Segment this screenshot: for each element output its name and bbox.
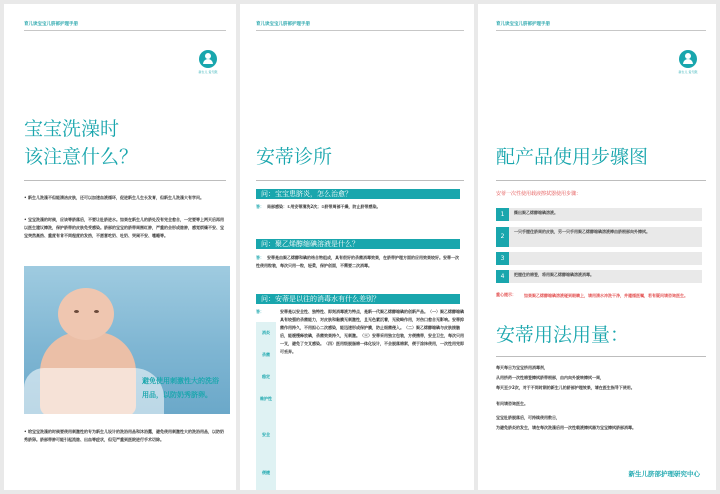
usage-line: 有问请咨询医生。 bbox=[496, 401, 528, 406]
step-number: 4 bbox=[496, 270, 509, 283]
question-1: 问：宝宝患脐炎，怎么治愈？ bbox=[256, 189, 460, 199]
panel-clinic bbox=[240, 4, 474, 490]
mother-baby-icon bbox=[199, 50, 217, 68]
header-rule bbox=[496, 30, 706, 31]
brochure-header: 育儿读宝宝儿脐部护理手册 bbox=[256, 22, 310, 27]
baby-bath-photo bbox=[24, 266, 230, 414]
step-number: 3 bbox=[496, 252, 509, 265]
baby-eye-right bbox=[94, 310, 99, 313]
answer-1 bbox=[256, 203, 462, 211]
feature-labels bbox=[256, 322, 276, 490]
research-center-name: 新生儿脐部护理研究中心 bbox=[628, 470, 700, 478]
usage-line: 宝宝肚脐脱落后，可持续使用数日， bbox=[496, 415, 560, 420]
note-text: 如果聚乙烯醇缩碘溶液碰到眼睛上，请用清水冲洗干净，并遵循医嘱，若有疑问请咨询医生。 bbox=[524, 293, 688, 298]
brochure-header: 育儿读宝宝儿脐部护理手册 bbox=[496, 22, 550, 27]
photo-caption: 避免使用刺激性大的洗浴用品，以防奶秀脐卵。 bbox=[142, 377, 219, 399]
answer-label: 答： bbox=[256, 255, 264, 260]
header-rule bbox=[256, 30, 464, 31]
usage-line: 每天每日为宝宝挤用消毒剂， bbox=[496, 365, 548, 370]
title-rule bbox=[256, 180, 464, 181]
answer-label: 答： bbox=[256, 309, 264, 314]
step-number: 1 bbox=[496, 208, 509, 221]
step-1 bbox=[496, 208, 702, 221]
question-3: 问：安蒂是以往的消毒水有什么差别？ bbox=[256, 294, 460, 304]
logo-text: 新生儿 爱无限 bbox=[678, 70, 698, 74]
answer-2 bbox=[256, 254, 462, 270]
bath-intro-text: • 新生儿洗澡不但能清洁皮肤，还可以加速血液循环，促进新生儿生长发育，但新生儿洗澡大有学问。 bbox=[24, 194, 224, 202]
title-rule bbox=[24, 180, 226, 181]
bath-bottom-text: • 给宝宝洗澡的时候要使用刺激性的专为新生儿设计的洗浴用品和沐浴露，避免使用刺激性大的洗浴用品，以防奶秀脐卵。脐部带肿可能引起流脓、出血等症状，但见严重到医院进行手术切除。 bbox=[24, 428, 224, 444]
panel-bath-tips bbox=[4, 4, 236, 490]
question-2: 问：聚乙烯醇缩碘溶液是什么？ bbox=[256, 239, 460, 249]
feature-label: 便捷 bbox=[262, 470, 270, 475]
step-3 bbox=[496, 252, 702, 265]
baby-eye-left bbox=[74, 310, 79, 313]
answer-2-text: 安蒂是由聚乙烯醇和碘的络合物组成，具有很好的杀菌消毒效果，在脐带护理方面的应用效果较好。安蒂一次性使用粒装，每次只用一粒，轻柔，保护创面，不需要二次消毒。 bbox=[256, 255, 459, 268]
feature-label: 消炎 bbox=[262, 330, 270, 335]
usage-line: 每天至少2次，对于不同时期的新生儿的脐部护理效果，请在医生指导下使用。 bbox=[496, 385, 635, 390]
clinic-title: 安蒂诊所 bbox=[256, 146, 333, 168]
logo-text: 新生儿 爱无限 bbox=[198, 70, 218, 74]
baby-head bbox=[58, 288, 114, 340]
mother-baby-icon bbox=[679, 50, 697, 68]
title-rule bbox=[496, 356, 706, 357]
brand-logo bbox=[676, 50, 700, 74]
answer-label: 答： bbox=[256, 204, 264, 209]
note-label: 重心提示： bbox=[496, 292, 516, 297]
panel-usage-steps bbox=[478, 4, 716, 490]
steps-title: 配产品使用步骤图 bbox=[496, 146, 649, 168]
feature-label: 维护性 bbox=[260, 396, 272, 401]
step-text: 撕出聚乙烯醇缩碘溶液。 bbox=[514, 210, 558, 215]
answer-3-text: 安蒂是以安全性、独特性、即刻消毒液为特点，是新一代聚乙烯醇缩碘的创新产品。（一）聚乙烯醇缩碘具有较强的杀菌能力，对皮肤和黏膜无刺激性，且无色素沉着，无致畸作用，对伤口愈合无影响。安蒂抑菌作用持久，不用担心二次感染，能迅速形成保护膜，防止细菌侵入。（二）聚乙烯醇缩碘与皮肤接触后，能缓慢释放碘，杀菌效果持久，无刺激。（三）安蒂采用独立包装，方便携带，安全卫生，每次只用一支，避免了交叉感染。（四）医用级脱脂棉一体化设计，不会脱落棉絮，便于涂抹使用，一次性用完即可丢弃。 bbox=[280, 309, 464, 354]
brand-logo bbox=[196, 50, 220, 74]
step-4 bbox=[496, 270, 702, 283]
bath-title-line1: 宝宝洗澡时 bbox=[24, 118, 120, 140]
title-rule bbox=[496, 180, 706, 181]
feature-label: 安全 bbox=[262, 432, 270, 437]
answer-1-text: 局部感染：①用安蒂清洗2次；②脐带周部干燥，防止脐带感染。 bbox=[267, 204, 381, 209]
usage-line: 从用挤药一次性棉签擦拭脐带根部，由内向外旋转擦拭一周， bbox=[496, 375, 604, 380]
steps-subtitle: 安蒂一次性使用载液擦拭器使用步骤： bbox=[496, 191, 582, 197]
step-text: 一只手握住脐周的皮肤，另一只手用聚乙烯醇缩碘溶液棒由脐根部向外擦拭。 bbox=[514, 229, 650, 234]
feature-label: 杀菌 bbox=[262, 352, 270, 357]
bath-body-text: • 宝宝洗澡的时候，应该等脐落后，不要让肚脐进水。如果在新生儿的脐处没有完全愈合，一定要等上两天后再用以医生建议擦洗，保护脐带的皮肤免受感染。脐部的宝宝的脐带周围红肿，严重的会形成脓肿，感觉烦燥不安、宝宝突然高热、重度有肯不同程度的发热，不愿意吃奶、吐奶、哭闹不安、嗜睡等。 bbox=[24, 216, 224, 240]
usage-title: 安蒂用法用量： bbox=[496, 324, 630, 346]
usage-line: 为避免脐炎的发生，请在每次洗澡后用一次性载液擦拭器为宝宝擦拭脐部消毒。 bbox=[496, 425, 636, 430]
step-2 bbox=[496, 227, 702, 247]
step-text: 把握住的棉签，将用聚乙烯醇缩碘溶液消毒。 bbox=[514, 272, 594, 277]
header-rule bbox=[24, 30, 226, 31]
feature-label: 稳定 bbox=[262, 374, 270, 379]
brochure-header: 育儿读宝宝儿脐部护理手册 bbox=[24, 22, 78, 27]
step-number: 2 bbox=[496, 227, 509, 247]
bath-title-line2: 该注意什么？ bbox=[24, 146, 139, 168]
